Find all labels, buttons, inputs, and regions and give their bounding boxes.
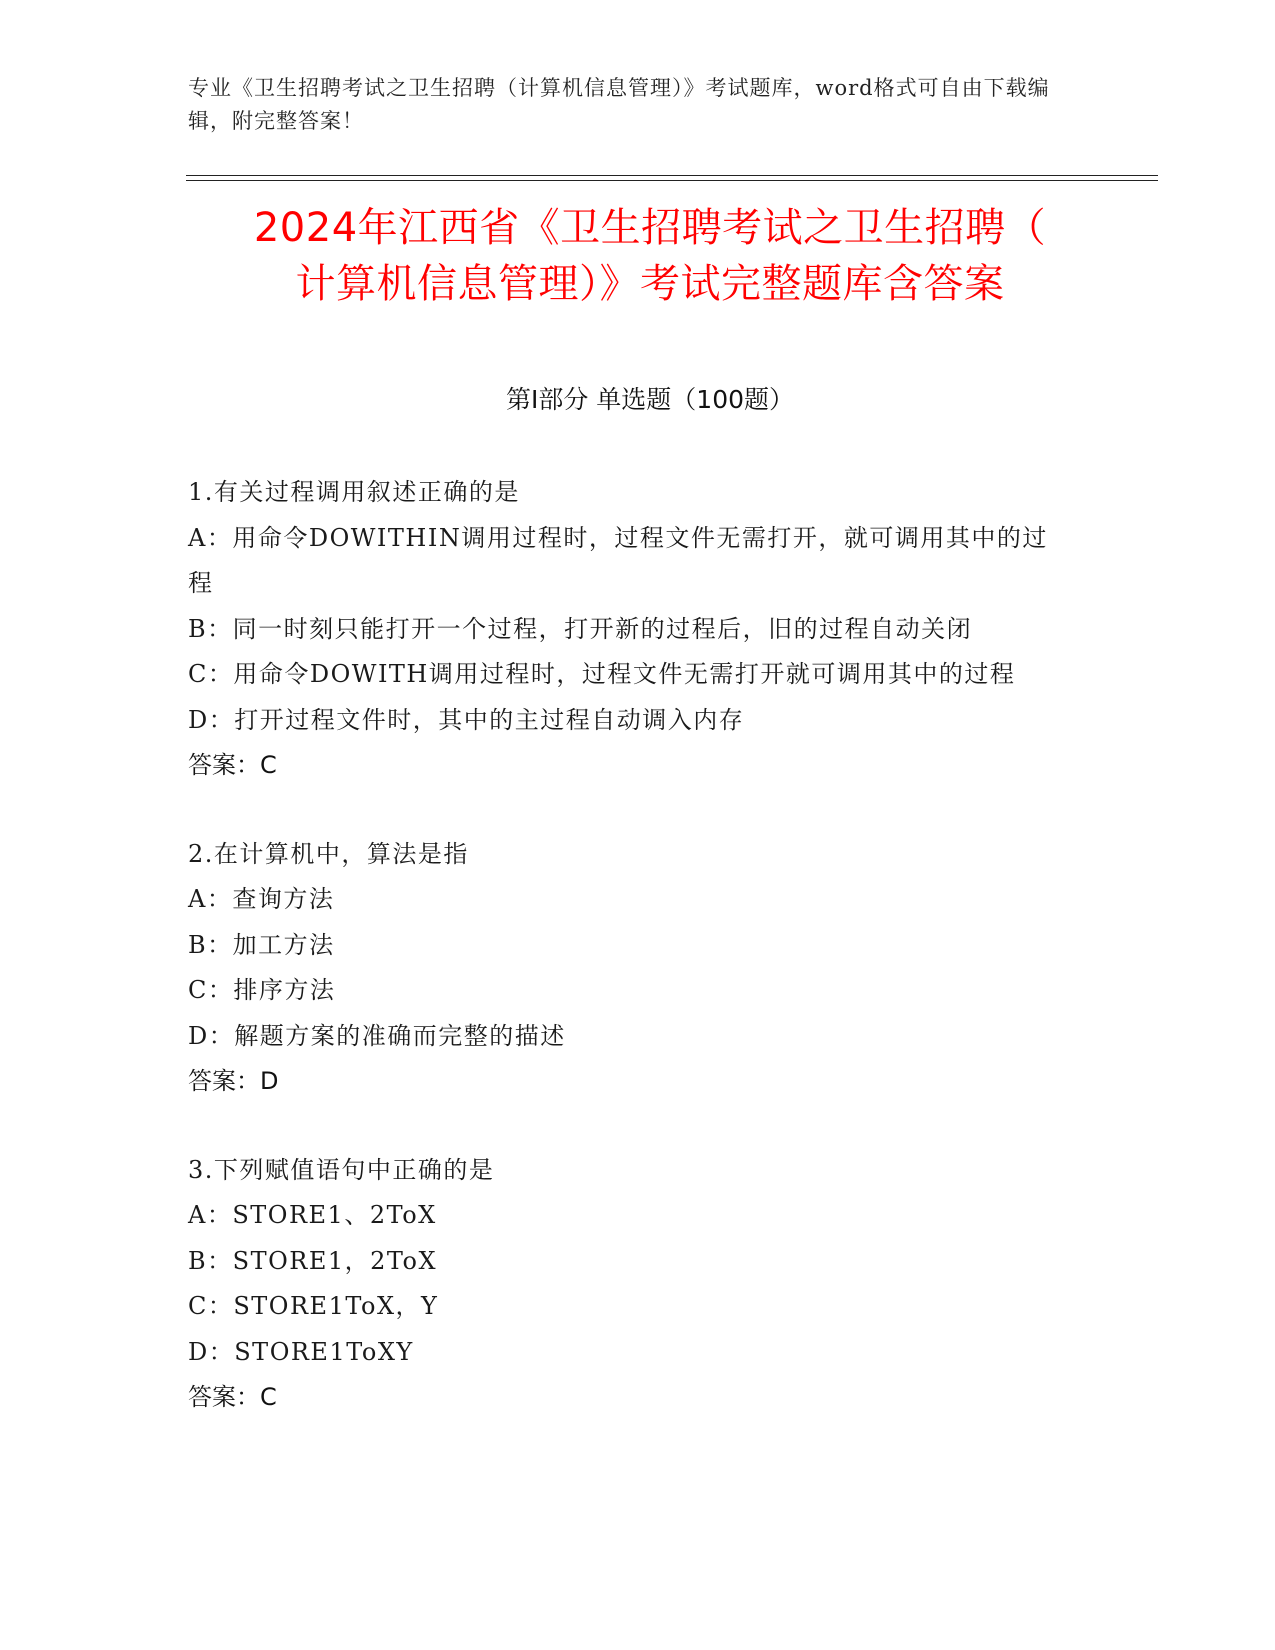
option-a: A：用命令DOWITHIN调用过程时，过程文件无需打开，就可调用其中的过程	[188, 523, 1048, 597]
section-title: 第Ⅰ部分 单选题（100题）	[505, 385, 795, 414]
question-stem: 2.在计算机中，算法是指	[188, 839, 469, 868]
question-stem: 3.下列赋值语句中正确的是	[188, 1155, 495, 1184]
option-b: B：加工方法	[188, 930, 335, 959]
answer: 答案：C	[188, 1383, 277, 1411]
question-1	[188, 470, 1068, 789]
question-list	[188, 470, 1068, 1464]
option-b: B：STORE1，2ToX	[188, 1246, 438, 1275]
option-d: D：STORE1ToXY	[188, 1337, 414, 1366]
option-d: D：打开过程文件时，其中的主过程自动调入内存	[188, 705, 745, 734]
option-c: C：用命令DOWITH调用过程时，过程文件无需打开就可调用其中的过程	[188, 660, 1016, 688]
option-c: C：STORE1ToX，Y	[188, 1292, 439, 1320]
option-b: B：同一时刻只能打开一个过程，打开新的过程后，旧的过程自动关闭	[188, 614, 973, 643]
header-divider-bottom	[186, 180, 1158, 181]
question-stem: 1.有关过程调用叙述正确的是	[188, 478, 520, 506]
answer: 答案：D	[188, 1067, 279, 1095]
answer: 答案：C	[188, 751, 277, 779]
header-divider-top	[186, 175, 1158, 176]
header-note: 专业《卫生招聘考试之卫生招聘（计算机信息管理）》考试题库，word格式可自由下载编辑，附完整答案！	[188, 76, 1050, 133]
question-2	[188, 832, 1068, 1105]
option-d: D：解题方案的准确而完整的描述	[188, 1021, 566, 1050]
option-a: A：查询方法	[188, 885, 335, 913]
question-3	[188, 1148, 1068, 1421]
document-title-line-2: 计算机信息管理）》考试完整题库含答案	[295, 261, 1005, 307]
option-c: C：排序方法	[188, 976, 336, 1004]
document-title	[150, 200, 1150, 312]
document-title-line-1: 2024年江西省《卫生招聘考试之卫生招聘（	[253, 205, 1047, 251]
option-a: A：STORE1、2ToX	[188, 1201, 437, 1229]
